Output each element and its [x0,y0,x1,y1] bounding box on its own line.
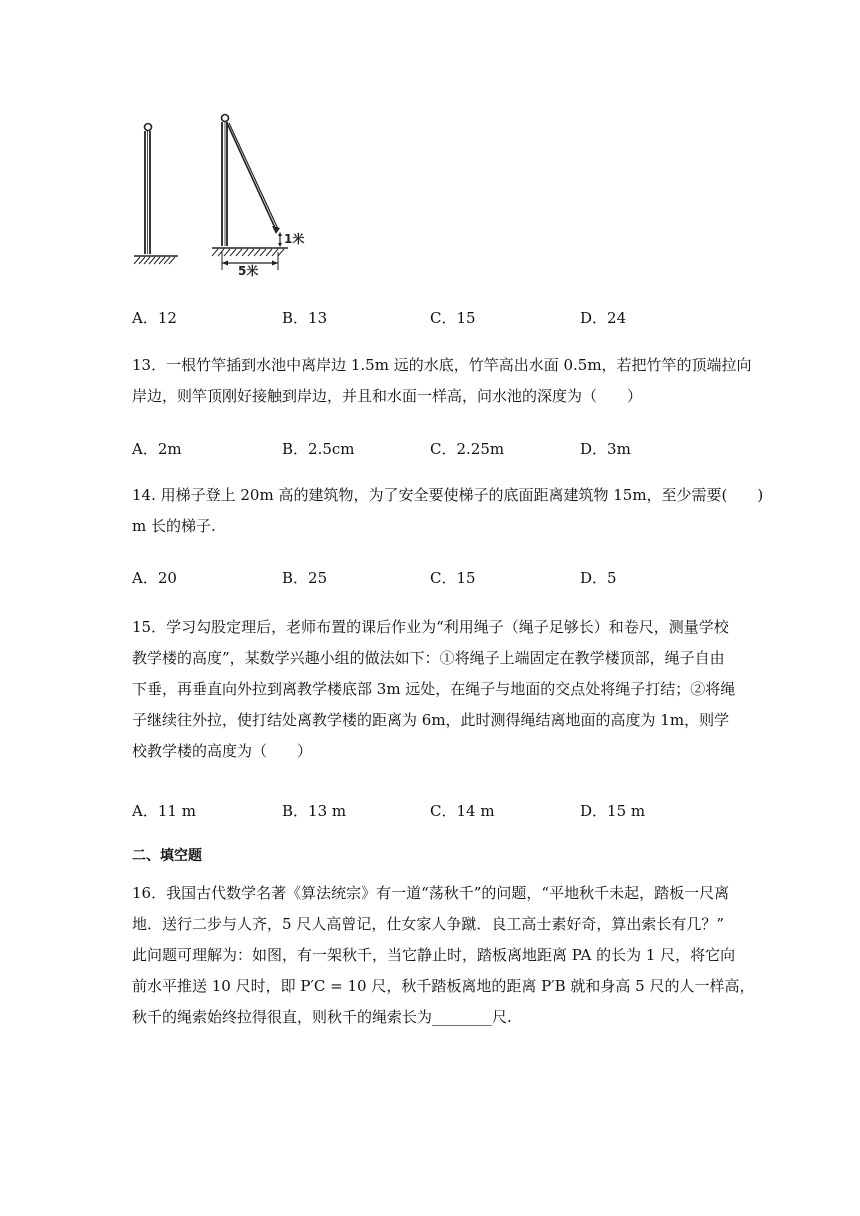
q14-option-c[interactable]: C．15 [430,569,476,587]
q13-line-1: 13．一根竹竿插到水池中离岸边 1.5m 远的水底，竹竿高出水面 0.5m，若把竹竿的顶端拉向 [132,356,752,374]
q15-line-2: 教学楼的高度”，某数学兴趣小组的做法如下：①将绳子上端固定在教学楼顶部，绳子自由 [132,649,725,667]
question-15 [132,612,736,767]
flagpole-figure [128,112,305,278]
q14-options [132,567,752,589]
q13-option-c[interactable]: C．2.25m [430,440,505,458]
q13-line-2: 岸边，则竿顶刚好接触到岸边，并且和水面一样高，问水池的深度为（ ） [132,387,643,405]
q16-line-3: 此问题可理解为：如图，有一架秋千，当它静止时，踏板离地距离 PA 的长为 1 尺，将它向 [132,946,736,964]
q15-option-b[interactable]: B．13 m [282,802,347,820]
q12-option-b[interactable]: B．13 [282,309,328,327]
left-flagpole [134,124,178,265]
question-13 [132,350,752,412]
q15-option-a[interactable]: A．11 m [132,802,196,820]
q13-option-d[interactable]: D．3m [580,440,631,458]
q12-option-d[interactable]: D．24 [580,309,627,327]
q15-line-4: 子继续往外拉，使打结处离教学楼的距离为 6m，此时测得绳结离地面的高度为 1m，则学 [132,711,730,729]
label-1m: 1米 [284,232,305,246]
q12-option-c[interactable]: C．15 [430,309,476,327]
q16-line-1: 16．我国古代数学名著《算法统宗》有一道“荡秋千”的问题，“平地秋千未起，踏板一尺离 [132,884,730,902]
q15-line-3: 下垂，再垂直向外拉到离教学楼底部 3m 远处，在绳子与地面的交点处将绳子打结；②将绳 [132,680,736,698]
q14-option-b[interactable]: B．25 [282,569,328,587]
q16-line-2: 地．送行二步与人齐，5 尺人高曾记，仕女家人争蹴．良工高士素好奇，算出索长有几？” [132,915,724,933]
q14-line-1: 14. 用梯子登上 20m 高的建筑物，为了安全要使梯子的底面距离建筑物 15m，至少需要( ) [132,486,764,504]
q16-line-4: 前水平推送 10 尺时，即 P′C = 10 尺，秋千踏板离地的距离 P′B 就和身高 5 尺的人一样高， [132,977,755,995]
label-5m: 5米 [238,264,259,278]
q13-options [132,438,752,460]
q12-option-a[interactable]: A．12 [132,309,177,327]
q15-line-5: 校教学楼的高度为（ ） [132,742,313,760]
q15-options [132,800,752,822]
question-14 [132,480,764,542]
q13-option-a[interactable]: A．2m [132,440,182,458]
q12-options [132,307,752,329]
section-fill-in-title: 二、填空题 [132,848,202,864]
q15-option-c[interactable]: C．14 m [430,802,495,820]
right-flagpole [212,115,304,279]
q14-line-2: m 长的梯子. [132,517,216,535]
q13-option-b[interactable]: B．2.5cm [282,440,355,458]
question-16 [132,878,755,1033]
q15-option-d[interactable]: D．15 m [580,802,646,820]
q16-line-5: 秋千的绳索始终拉得很直，则秋千的绳索长为________尺. [132,1008,512,1026]
q14-option-a[interactable]: A．20 [132,569,177,587]
q15-line-1: 15．学习勾股定理后，老师布置的课后作业为“利用绳子（绳子足够长）和卷尺，测量学校 [132,618,729,636]
q14-option-d[interactable]: D．5 [580,569,617,587]
